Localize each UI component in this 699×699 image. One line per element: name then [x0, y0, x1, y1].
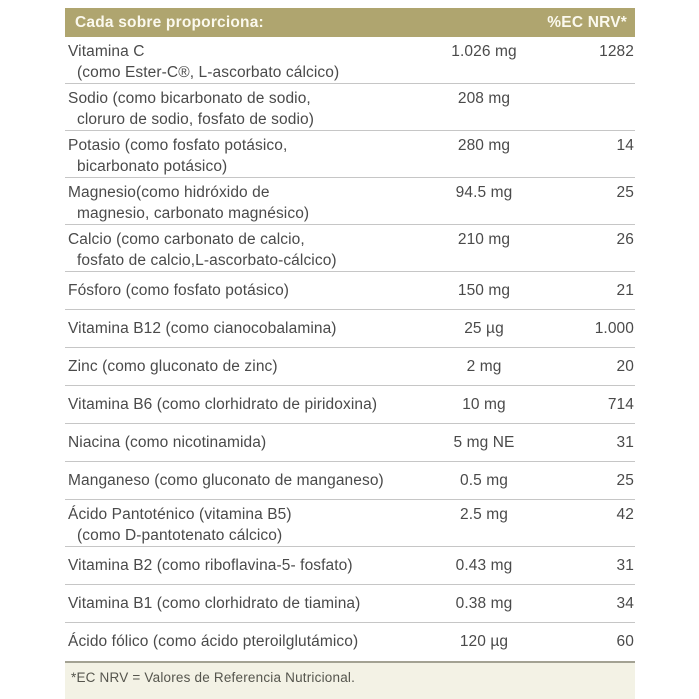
nutrient-name	[65, 135, 420, 177]
table-header-nrv-label: %EC NRV*	[547, 13, 627, 31]
table-row	[65, 348, 635, 386]
table-row	[65, 178, 635, 225]
nutrient-name-line1: Ácido Pantoténico (vitamina B5)	[68, 506, 292, 523]
nutrient-nrv-percent: 42	[616, 506, 634, 523]
nutrient-amount: 2 mg	[466, 358, 502, 375]
nutrient-name	[65, 394, 420, 415]
nutrient-amount: 5 mg NE	[453, 434, 515, 451]
table-row	[65, 500, 635, 547]
nutrient-name-line2: magnesio, carbonato magnésico)	[77, 205, 310, 222]
nutrient-name	[65, 280, 420, 301]
nutrient-name-line1: Potasio (como fosfato potásico,	[68, 137, 288, 154]
nutrient-nrv-percent: 31	[616, 434, 634, 451]
nutrient-name-line2: cloruro de sodio, fosfato de sodio)	[77, 111, 314, 128]
nutrient-amount: 10 mg	[462, 396, 506, 413]
table-header-bar	[65, 8, 635, 37]
nutrient-amount: 2.5 mg	[460, 506, 508, 523]
nutrition-facts-table	[65, 8, 635, 699]
table-row	[65, 310, 635, 348]
nutrient-nrv-percent: 60	[616, 633, 634, 650]
nutrient-nrv-percent: 25	[616, 184, 634, 201]
nutrient-name-line1: Vitamina B12 (como cianocobalamina)	[68, 320, 337, 337]
table-row	[65, 623, 635, 661]
nutrient-amount: 1.026 mg	[451, 43, 517, 60]
nutrient-name-line2: fosfato de calcio,L-ascorbato-cálcico)	[77, 252, 337, 269]
footnote-text: *EC NRV = Valores de Referencia Nutricional.	[71, 670, 356, 685]
nutrient-name	[65, 229, 420, 271]
nutrient-name-line1: Vitamina C	[68, 43, 145, 60]
nutrient-nrv-percent: 714	[607, 396, 634, 413]
nutrient-nrv-percent: 1282	[599, 43, 634, 60]
nutrient-amount: 25 µg	[464, 320, 504, 337]
nutrient-amount: 0.5 mg	[460, 472, 508, 489]
nutrient-name	[65, 41, 420, 83]
table-row	[65, 37, 635, 84]
nutrient-name-line1: Niacina (como nicotinamida)	[68, 434, 267, 451]
nutrient-name	[65, 318, 420, 339]
nutrient-nrv-percent: 1.000	[594, 320, 634, 337]
nutrient-amount: 208 mg	[457, 90, 511, 107]
nutrient-name	[65, 631, 420, 652]
table-header-title: Cada sobre proporciona:	[75, 13, 264, 31]
table-row	[65, 547, 635, 585]
nutrient-name-line2: (como D-pantotenato cálcico)	[77, 527, 283, 544]
nutrient-nrv-percent: 21	[616, 282, 634, 299]
nutrient-name-line1: Manganeso (como gluconato de manganeso)	[68, 472, 384, 489]
nutrient-name-line2: bicarbonato potásico)	[77, 158, 228, 175]
nutrient-name-line1: Zinc (como gluconato de zinc)	[68, 358, 278, 375]
table-row	[65, 462, 635, 500]
nutrient-name-line1: Vitamina B2 (como riboflavina-5- fosfato)	[68, 557, 353, 574]
footnote-bar	[65, 661, 635, 699]
table-row	[65, 272, 635, 310]
nutrient-nrv-percent: 31	[616, 557, 634, 574]
table-row	[65, 84, 635, 131]
nutrient-name	[65, 432, 420, 453]
nutrient-name-line2: (como Ester-C®, L-ascorbato cálcico)	[77, 64, 340, 81]
nutrient-name	[65, 356, 420, 377]
nutrient-name	[65, 88, 420, 130]
nutrient-name-line1: Calcio (como carbonato de calcio,	[68, 231, 305, 248]
nutrient-name-line1: Magnesio(como hidróxido de	[68, 184, 270, 201]
nutrient-name	[65, 593, 420, 614]
table-row	[65, 225, 635, 272]
nutrient-name-line1: Vitamina B6 (como clorhidrato de piridoxina)	[68, 396, 378, 413]
nutrient-name-line1: Sodio (como bicarbonato de sodio,	[68, 90, 311, 107]
nutrient-nrv-percent: 34	[616, 595, 634, 612]
nutrient-name-line1: Ácido fólico (como ácido pteroilglutámico)	[68, 633, 359, 650]
nutrient-amount: 120 µg	[459, 633, 509, 650]
nutrient-amount: 94.5 mg	[455, 184, 513, 201]
nutrient-nrv-percent: 20	[616, 358, 634, 375]
nutrient-nrv-percent: 14	[616, 137, 634, 154]
nutrient-name	[65, 504, 420, 546]
nutrient-name-line1: Fósforo (como fosfato potásico)	[68, 282, 290, 299]
nutrient-nrv-percent: 26	[616, 231, 634, 248]
nutrient-amount: 0.43 mg	[455, 557, 513, 574]
nutrient-amount: 280 mg	[457, 137, 511, 154]
table-row	[65, 386, 635, 424]
nutrient-amount: 210 mg	[457, 231, 511, 248]
nutrient-name	[65, 470, 420, 491]
nutrient-nrv-percent: 25	[616, 472, 634, 489]
table-body	[65, 37, 635, 661]
nutrient-name	[65, 555, 420, 576]
nutrient-name-line1: Vitamina B1 (como clorhidrato de tiamina)	[68, 595, 361, 612]
nutrient-amount: 150 mg	[457, 282, 511, 299]
nutrient-name	[65, 182, 420, 224]
nutrient-amount: 0.38 mg	[455, 595, 513, 612]
table-row	[65, 585, 635, 623]
table-row	[65, 131, 635, 178]
table-row	[65, 424, 635, 462]
